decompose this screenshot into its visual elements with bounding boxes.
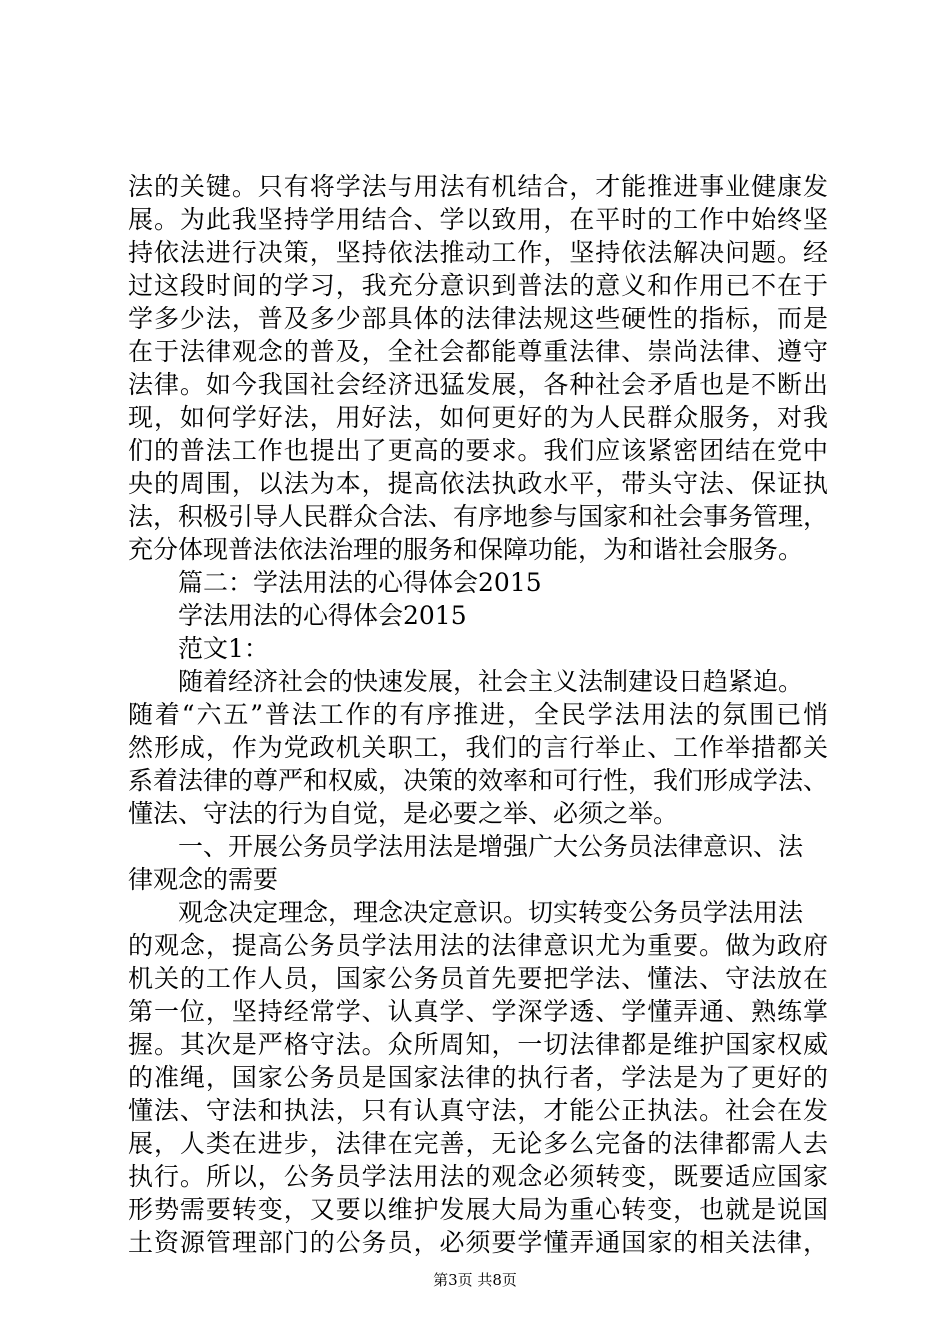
body-line: 展，人类在进步，法律在完善，无论多么完备的法律都需人去: [128, 1129, 828, 1158]
sample-label: 范文1：: [178, 634, 269, 663]
body-line: 懂法、守法的行为自觉，是必要之举、必须之举。: [128, 799, 679, 828]
body-line: 形势需要转变，又要以维护发展大局为重心转变，也就是说国: [128, 1195, 828, 1224]
body-line: 的观念，提高公务员学法用法的法律意识尤为重要。做为政府: [128, 931, 828, 960]
body-line: 机关的工作人员，国家公务员首先要把学法、懂法、守法放在: [128, 964, 828, 993]
page-number-footer: 第3页 共8页: [433, 1271, 517, 1289]
body-line: 们的普法工作也提出了更高的要求。我们应该紧密团结在党中: [128, 436, 828, 465]
body-line: 的准绳，国家公务员是国家法律的执行者，学法是为了更好的: [128, 1063, 828, 1092]
document-body: [128, 170, 828, 1259]
body-line: 随着“六五”普法工作的有序推进，全民学法用法的氛围已悄: [128, 700, 828, 729]
body-line: 土资源管理部门的公务员，必须要学懂弄通国家的相关法律，: [128, 1228, 828, 1257]
body-line: 法，积极引导人民群众合法、有序地参与国家和社会事务管理，: [128, 502, 829, 531]
body-line: 执行。所以，公务员学法用法的观念必须转变，既要适应国家: [128, 1162, 828, 1191]
body-line: 第一位，坚持经常学、认真学、学深学透、学懂弄通、熟练掌: [128, 997, 828, 1026]
section-heading: 篇二：学法用法的心得体会2015: [178, 568, 542, 597]
body-line: 随着经济社会的快速发展，社会主义法制建设日趋紧迫。: [178, 667, 804, 696]
subsection-heading-continued: 律观念的需要: [128, 865, 279, 894]
body-line: 法律。如今我国社会经济迅猛发展，各种社会矛盾也是不断出: [128, 370, 828, 399]
body-line: 学多少法，普及多少部具体的法律法规这些硬性的指标，而是: [128, 304, 828, 333]
subsection-heading: 一、开展公务员学法用法是增强广大公务员法律意识、法: [178, 832, 804, 861]
body-line: 过这段时间的学习，我充分意识到普法的意义和作用已不在于: [128, 271, 828, 300]
body-line: 展。为此我坚持学用结合、学以致用，在平时的工作中始终坚: [128, 205, 828, 234]
body-line: 持依法进行决策，坚持依法推动工作，坚持依法解决问题。经: [128, 238, 828, 267]
body-line: 观念决定理念，理念决定意识。切实转变公务员学法用法: [178, 898, 804, 927]
body-line: 系着法律的尊严和权威，决策的效率和可行性，我们形成学法、: [128, 766, 829, 795]
body-line: 法的关键。只有将学法与用法有机结合，才能推进事业健康发: [128, 172, 828, 201]
body-line: 充分体现普法依法治理的服务和保障功能，为和谐社会服务。: [128, 535, 804, 564]
body-line: 懂法、守法和执法，只有认真守法，才能公正执法。社会在发: [128, 1096, 828, 1125]
body-line: 央的周围，以法为本，提高依法执政水平，带头守法、保证执: [128, 469, 828, 498]
article-title: 学法用法的心得体会2015: [178, 601, 467, 630]
body-line: 在于法律观念的普及，全社会都能尊重法律、崇尚法律、遵守: [128, 337, 828, 366]
body-line: 握。其次是严格守法。众所周知，一切法律都是维护国家权威: [128, 1030, 828, 1059]
body-line: 然形成，作为党政机关职工，我们的言行举止、工作举措都关: [128, 733, 828, 762]
body-line: 现，如何学好法，用好法，如何更好的为人民群众服务，对我: [128, 403, 828, 432]
